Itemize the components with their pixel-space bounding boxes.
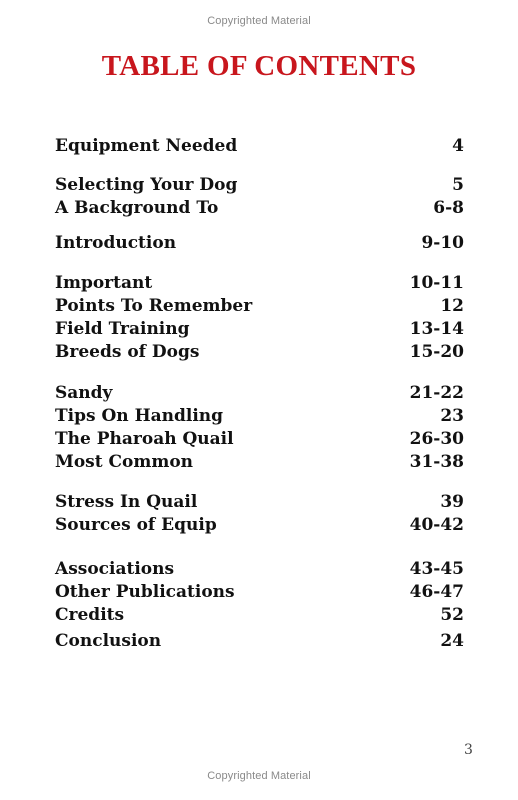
- toc-entry-page: 24: [440, 631, 464, 651]
- toc-entry: [55, 134, 464, 158]
- toc-entry-page: 43-45: [409, 559, 464, 579]
- toc-entry: [55, 629, 464, 653]
- toc-entry: [55, 340, 464, 364]
- toc-entry-page: 39: [440, 492, 464, 512]
- toc-entry: [55, 294, 464, 318]
- toc-entry-page: 4: [452, 136, 464, 156]
- toc-entry: [55, 317, 464, 341]
- toc-entry-label: Stress In Quail: [55, 492, 198, 512]
- toc-entry-page: 21-22: [409, 383, 464, 403]
- toc-entry: [55, 557, 464, 581]
- toc-entry: [55, 580, 464, 604]
- toc-entry-label: Sandy: [55, 383, 113, 403]
- toc-entry-label: A Background To: [55, 198, 219, 218]
- toc-entry: [55, 231, 464, 255]
- toc-entry: [55, 513, 464, 537]
- toc-entry: [55, 271, 464, 295]
- toc-entry-page: 6-8: [433, 198, 464, 218]
- toc-entry: [55, 196, 464, 220]
- toc-entry-label: Tips On Handling: [55, 406, 224, 426]
- toc-entry: [55, 173, 464, 197]
- toc-entry-label: Breeds of Dogs: [55, 342, 200, 362]
- toc-entry-page: 5: [452, 175, 464, 195]
- toc-entry-label: Important: [55, 273, 153, 293]
- toc-entry: [55, 404, 464, 428]
- toc-entry-label: Introduction: [55, 233, 177, 253]
- toc-entry-label: Other Publications: [55, 582, 235, 602]
- toc-entry-page: 46-47: [409, 582, 464, 602]
- copyright-watermark-bottom: Copyrighted Material: [207, 770, 311, 782]
- page-number: 3: [464, 742, 473, 758]
- toc-entry-label: Field Training: [55, 319, 190, 339]
- toc-entry-label: Conclusion: [55, 631, 162, 651]
- toc-entry-page: 23: [440, 406, 464, 426]
- toc-entry: [55, 381, 464, 405]
- toc-entry: [55, 603, 464, 627]
- toc-entry-page: 10-11: [409, 273, 464, 293]
- toc-entry-page: 15-20: [409, 342, 464, 362]
- toc-entry-label: Points To Remember: [55, 296, 253, 316]
- page-title: TABLE OF CONTENTS: [101, 50, 417, 82]
- toc-entry-page: 26-30: [409, 429, 464, 449]
- toc-entry-page: 40-42: [409, 515, 464, 535]
- toc-entry-label: Sources of Equip: [55, 515, 217, 535]
- toc-entry: [55, 427, 464, 451]
- toc-entry-page: 52: [440, 605, 464, 625]
- copyright-watermark-top: Copyrighted Material: [207, 15, 311, 27]
- toc-entry-label: Credits: [55, 605, 125, 625]
- toc-entry: [55, 450, 464, 474]
- toc-entry-page: 9-10: [421, 233, 464, 253]
- toc-entry: [55, 490, 464, 514]
- toc-entry-label: Selecting Your Dog: [55, 175, 238, 195]
- toc-entry-label: Associations: [55, 559, 175, 579]
- toc-entry-label: The Pharoah Quail: [55, 429, 234, 449]
- toc-entry-page: 31-38: [409, 452, 464, 472]
- toc-entry-page: 13-14: [409, 319, 464, 339]
- toc-entry-label: Most Common: [55, 452, 194, 472]
- toc-entry-page: 12: [440, 296, 464, 316]
- toc-entry-label: Equipment Needed: [55, 136, 238, 156]
